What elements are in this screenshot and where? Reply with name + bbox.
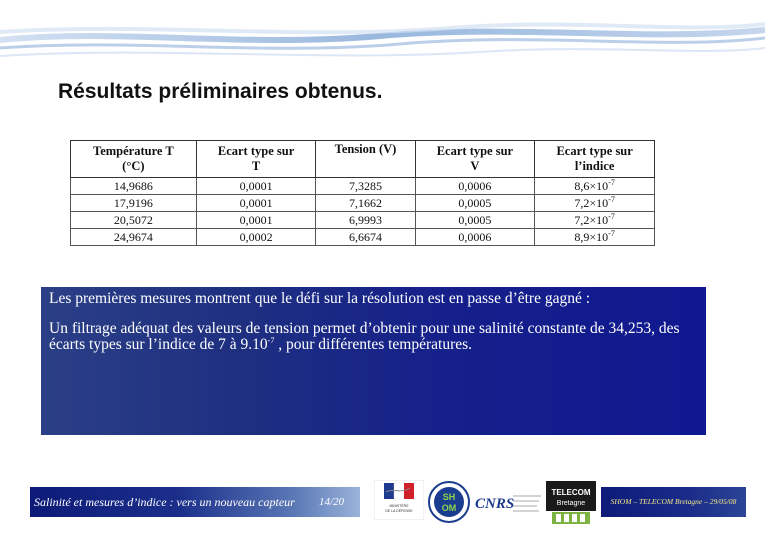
footer-credits-band xyxy=(601,487,746,517)
summary-paragraph-1: Les premières mesures montrent que le défi sur la résolution est en passe d’être gagné : xyxy=(49,290,591,307)
slide-title: Résultats préliminaires obtenus. xyxy=(58,80,383,103)
summary-paragraph-2: Un filtrage adéquat des valeurs de tension permet d’obtenir pour une salinité constante de 34,253, des écarts types sur l’indice de 7 à $9.10^{-7}$ , pour différentes températures. xyxy=(49,320,680,353)
cell-std-tension: 0,0005 xyxy=(415,212,535,229)
page-number: 14/20 xyxy=(319,496,345,508)
cell-std-tension: 0,0006 xyxy=(415,229,535,246)
svg-text:SH: SH xyxy=(442,492,456,502)
cell-std-tension: 0,0005 xyxy=(415,195,535,212)
footer-title-band xyxy=(30,487,360,517)
cell-std-index: $7,2\times 10^{-7}$ xyxy=(535,195,655,212)
footer-credits: SHOM – TELECOM Bretagne – 29/05/08 xyxy=(610,497,737,506)
cell-std-temperature: 0,0001 xyxy=(196,178,316,195)
ministere-defense-logo xyxy=(374,480,424,520)
shom-logo xyxy=(428,478,470,526)
header-std-index: Ecart type sur l’indice xyxy=(535,141,655,178)
header-std-temperature: Ecart type sur T xyxy=(196,141,316,178)
summary-text-box xyxy=(41,287,706,435)
cell-tension: 7,3285 xyxy=(316,178,415,195)
svg-text:CNRS: CNRS xyxy=(475,496,515,512)
results-table-container xyxy=(70,140,655,246)
svg-text:MINISTÈRE: MINISTÈRE xyxy=(389,504,409,508)
cell-temperature: 17,9196 xyxy=(71,195,197,212)
cell-std-tension: 0,0006 xyxy=(415,178,535,195)
svg-text:DE LA DÉFENSE: DE LA DÉFENSE xyxy=(385,509,413,513)
footer-title: Salinité et mesures d’indice : vers un nouveau capteur xyxy=(34,495,295,509)
table-row xyxy=(71,229,655,246)
telecom-bretagne-logo xyxy=(546,481,596,525)
cell-std-index: $8,9\times 10^{-7}$ xyxy=(535,229,655,246)
table-row xyxy=(71,178,655,195)
table-header-row xyxy=(71,141,655,178)
header-tension: Tension (V) xyxy=(316,141,415,178)
cell-tension: 7,1662 xyxy=(316,195,415,212)
svg-text:OM: OM xyxy=(441,503,457,513)
results-table xyxy=(70,140,655,246)
svg-text:Bretagne: Bretagne xyxy=(556,500,586,507)
cell-std-index: $8,6\times 10^{-7}$ xyxy=(535,178,655,195)
cell-std-temperature: 0,0001 xyxy=(196,195,316,212)
header-wave-banner xyxy=(0,10,765,70)
cell-tension: 6,6674 xyxy=(316,229,415,246)
cell-tension: 6,9993 xyxy=(316,212,415,229)
cell-std-temperature: 0,0002 xyxy=(196,229,316,246)
cell-std-index: $7,2\times 10^{-7}$ xyxy=(535,212,655,229)
cell-std-temperature: 0,0001 xyxy=(196,212,316,229)
header-std-tension: Ecart type sur V xyxy=(415,141,535,178)
cell-temperature: 20,5072 xyxy=(71,212,197,229)
cell-temperature: 14,9686 xyxy=(71,178,197,195)
cnrs-logo xyxy=(473,488,543,520)
table-row xyxy=(71,195,655,212)
table-row xyxy=(71,212,655,229)
header-temperature: Température T (°C) xyxy=(71,141,197,178)
cell-temperature: 24,9674 xyxy=(71,229,197,246)
svg-text:TELECOM: TELECOM xyxy=(551,488,591,497)
